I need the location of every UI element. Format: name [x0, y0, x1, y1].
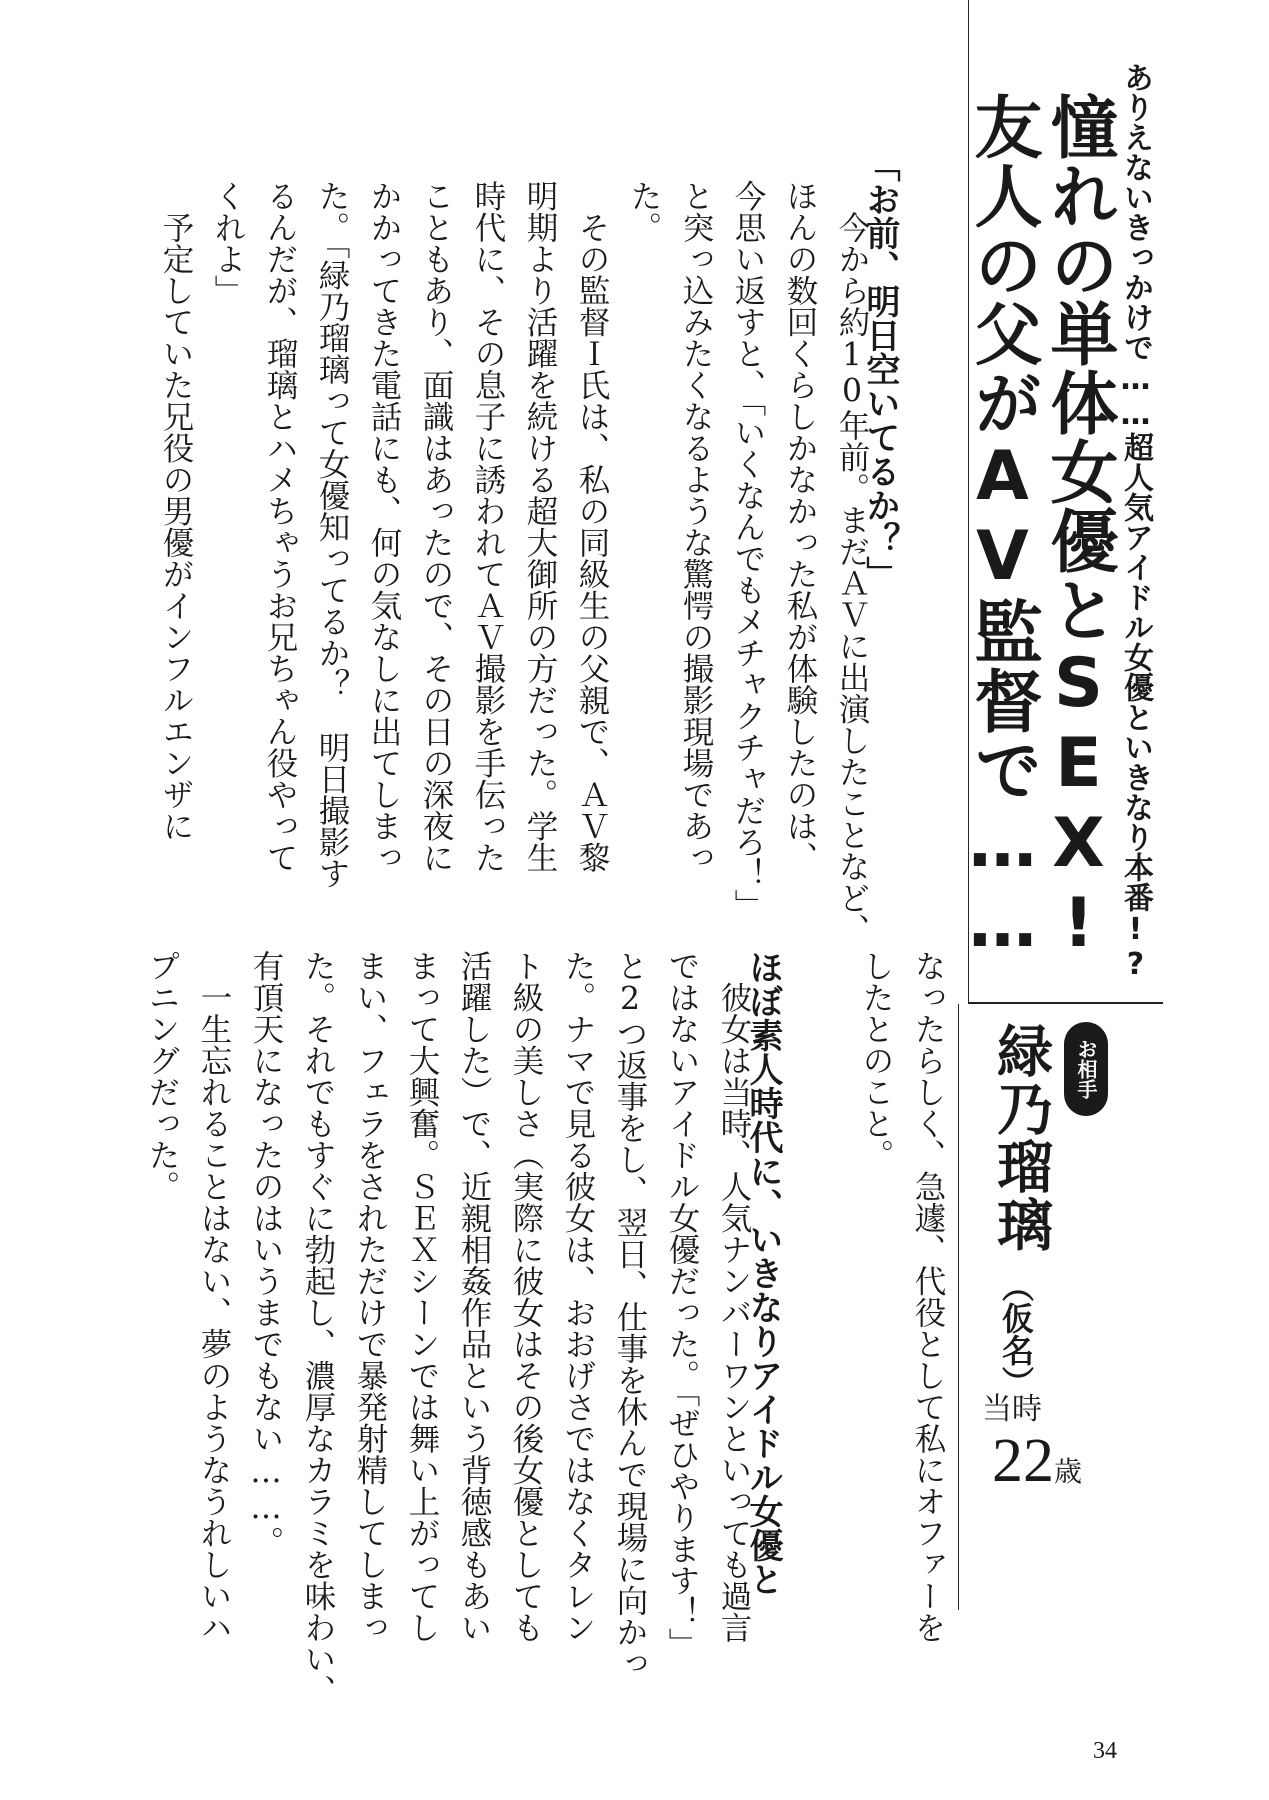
body-line: 明期より活躍を続ける超大御所の方だった。学生	[522, 180, 558, 873]
partner-name: 緑乃瑠璃	[988, 1022, 1053, 1254]
partner-badge	[1064, 1022, 1108, 1116]
section-2-pre	[850, 950, 954, 1643]
body-line: まい、フェラをされただけで暴発射精してしまっ	[352, 950, 388, 1643]
article-kicker: ありえないきっかけで……超人気アイドル女優といきなり本番!?	[1118, 62, 1153, 982]
body-line: 今から約10年前。まだＡＶに出演したことなど、	[834, 180, 870, 945]
body-line: 一生忘れることはない、夢のようなうれしいハ	[196, 950, 232, 1643]
age-number: 22	[992, 1427, 1054, 1495]
body-line: したとのこと。	[858, 950, 894, 1171]
body-line: 時代に、その息子に誘われてＡＶ撮影を手伝った	[470, 180, 506, 873]
body-line: プニングだった。	[144, 950, 180, 1202]
partner-alias: （仮名）	[997, 1270, 1035, 1398]
body-line: 活躍した）で、近親相姦作品という背徳感もあい	[456, 950, 492, 1643]
body-line: こともあり、面識はあったので、その日の深夜に	[418, 180, 454, 873]
age-unit: 歳	[1054, 1455, 1083, 1488]
body-line: ではないアイドル女優だった。「ぜひやります！」	[664, 950, 700, 1659]
body-line: 予定していた兄役の男優がインフルエンザに	[158, 180, 194, 842]
body-line: と突っ込みたくなるような驚愕の撮影現場であっ	[678, 180, 714, 873]
body-line: 彼女は当時、人気ナンバーワンといっても過言	[716, 950, 752, 1643]
body-line: ト級の美しさ（実際に彼女はその後女優としても	[508, 950, 544, 1643]
body-line: た。	[626, 180, 662, 243]
body-line: かかってきた電話にも、何の気なしに出てしまっ	[366, 180, 402, 873]
body-line: ほんの数回くらしかなかった私が体験したのは、	[782, 180, 818, 873]
body-line: くれよ」	[210, 180, 246, 306]
body-line: その監督Ｉ氏は、私の同級生の父親で、ＡＶ黎	[574, 180, 610, 873]
body-line: と2つ返事をし、翌日、仕事を休んで現場に向かっ	[612, 950, 648, 1679]
body-line: 今思い返すと、「いくなんでもメチャクチャだろ！」	[730, 180, 766, 921]
body-line: た。「緑乃瑠璃って女優知ってるか？ 明日撮影す	[314, 180, 350, 889]
body-line: た。ナマで見る彼女は、おおげさではなくタレン	[560, 950, 596, 1643]
page-number: 34	[1093, 1738, 1117, 1764]
body-line: 有頂天になったのはいうまでもない……。	[248, 950, 284, 1558]
header-bottom-rule	[968, 1002, 1163, 1004]
body-line: るんだが、瑠璃とハメちゃうお兄ちゃん役やって	[262, 180, 298, 873]
section-1-heading: 「お前、明日空いてるか？」	[860, 148, 900, 590]
section-2-body	[136, 950, 760, 1706]
age-value	[992, 1428, 1082, 1494]
section-1-body	[150, 180, 878, 945]
age-label: 当時	[982, 1392, 1042, 1427]
partner-badge-label: お相手	[1074, 1039, 1098, 1099]
body-line: なったらしく、急遽、代役として私にオファーを	[910, 950, 946, 1643]
article-title-line-2: 友人の父がAV監督で……	[963, 92, 1042, 964]
section-2-heading: ほぼ素人時代に、いきなりアイドル女優と	[743, 950, 783, 1596]
article-title-line-1: 憧れの単体女優とSEX!	[1039, 92, 1118, 964]
body-line: た。それでもすぐに勃起し、濃厚なカラミを味わい、	[300, 950, 336, 1706]
body-line: まって大興奮。ＳＥＸシーンでは舞い上がってし	[404, 950, 440, 1643]
profile-left-rule	[958, 1004, 959, 1610]
